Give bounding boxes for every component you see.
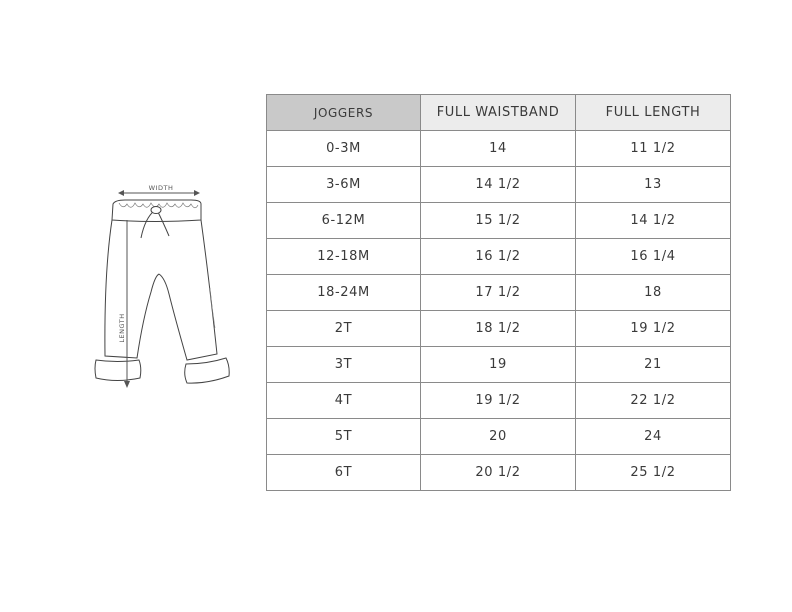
table-row xyxy=(267,167,731,203)
table-row xyxy=(267,131,731,167)
table-header-row xyxy=(267,95,731,131)
waistband-cell: 20 1/2 xyxy=(421,455,576,491)
waistband-cell: 20 xyxy=(421,419,576,455)
size-cell: 0-3M xyxy=(267,131,421,167)
size-cell: 3T xyxy=(267,347,421,383)
table-row xyxy=(267,383,731,419)
waistband-cell: 17 1/2 xyxy=(421,275,576,311)
size-chart-table xyxy=(266,94,731,491)
size-cell: 12-18M xyxy=(267,239,421,275)
header-full-length: FULL LENGTH xyxy=(576,95,731,131)
table-row xyxy=(267,203,731,239)
length-cell: 25 1/2 xyxy=(576,455,731,491)
waistband-cell: 16 1/2 xyxy=(421,239,576,275)
table-row xyxy=(267,455,731,491)
table-row xyxy=(267,275,731,311)
table-row xyxy=(267,311,731,347)
length-cell: 21 xyxy=(576,347,731,383)
length-label: LENGTH xyxy=(118,313,126,343)
table-row xyxy=(267,347,731,383)
length-cell: 13 xyxy=(576,167,731,203)
waistband-cell: 14 1/2 xyxy=(421,167,576,203)
size-cell: 6T xyxy=(267,455,421,491)
size-cell: 3-6M xyxy=(267,167,421,203)
waistband-cell: 15 1/2 xyxy=(421,203,576,239)
joggers-illustration xyxy=(85,178,235,398)
length-cell: 18 xyxy=(576,275,731,311)
length-cell: 16 1/4 xyxy=(576,239,731,275)
length-cell: 19 1/2 xyxy=(576,311,731,347)
waistband-cell: 19 xyxy=(421,347,576,383)
waistband-cell: 19 1/2 xyxy=(421,383,576,419)
header-full-waistband: FULL WAISTBAND xyxy=(421,95,576,131)
waistband-cell: 18 1/2 xyxy=(421,311,576,347)
length-cell: 14 1/2 xyxy=(576,203,731,239)
size-cell: 18-24M xyxy=(267,275,421,311)
length-cell: 24 xyxy=(576,419,731,455)
header-joggers: JOGGERS xyxy=(267,95,421,131)
size-cell: 5T xyxy=(267,419,421,455)
waistband-cell: 14 xyxy=(421,131,576,167)
table-row xyxy=(267,239,731,275)
length-cell: 11 1/2 xyxy=(576,131,731,167)
table-row xyxy=(267,419,731,455)
size-cell: 4T xyxy=(267,383,421,419)
joggers-diagram xyxy=(85,178,235,398)
size-cell: 6-12M xyxy=(267,203,421,239)
width-label: WIDTH xyxy=(148,184,174,192)
length-cell: 22 1/2 xyxy=(576,383,731,419)
size-cell: 2T xyxy=(267,311,421,347)
